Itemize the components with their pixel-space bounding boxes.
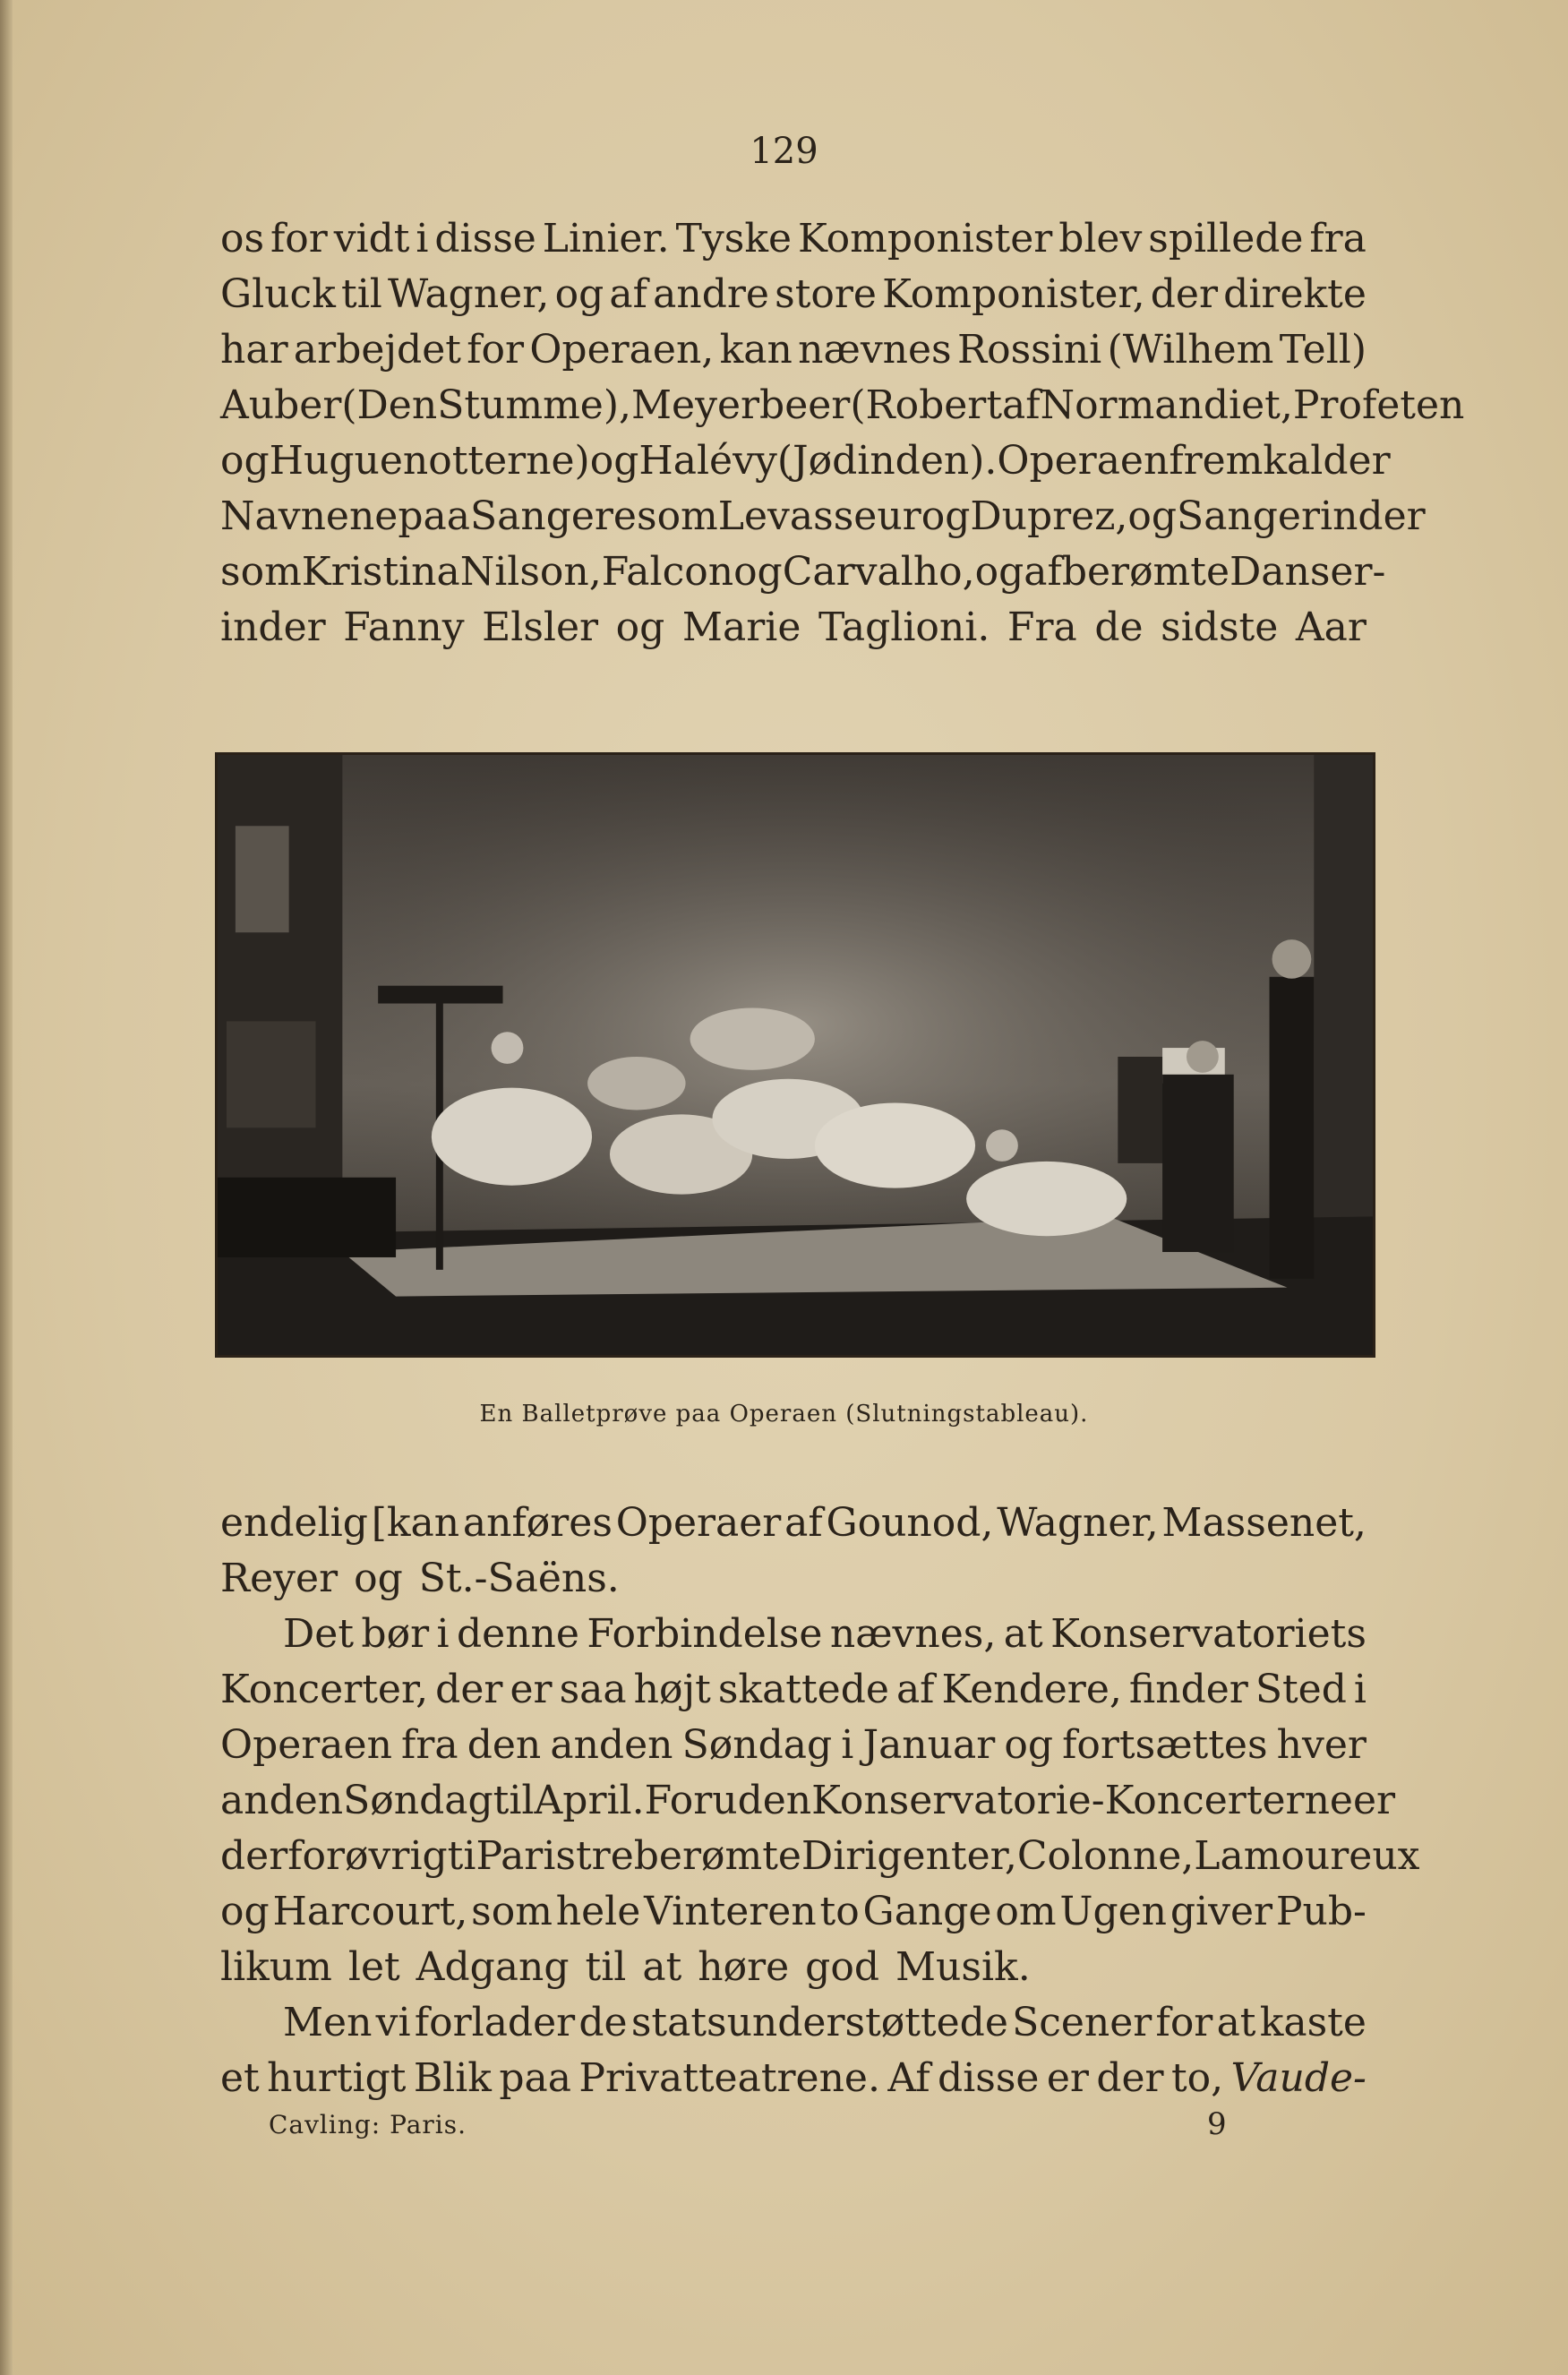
word: hurtigt <box>267 2055 407 2101</box>
word: Carvalho, <box>782 549 975 595</box>
word: fortsættes <box>1062 1722 1268 1768</box>
word: skattede <box>717 1667 889 1712</box>
word: Fanny <box>343 604 465 650</box>
word: Harcourt, <box>272 1889 468 1934</box>
text-line <box>220 1829 1420 1884</box>
word: har <box>220 327 288 373</box>
word: som <box>471 1889 553 1934</box>
word: Profeten <box>1292 382 1465 428</box>
word: endelig <box>220 1500 368 1546</box>
word: kan <box>719 327 793 373</box>
text-line <box>220 489 1426 544</box>
word: Gluck <box>220 271 336 317</box>
word: Søndag <box>343 1778 493 1823</box>
word: disse <box>938 2055 1040 2101</box>
word: Sangere <box>469 493 637 539</box>
word: os <box>220 216 265 262</box>
word: fremkalder <box>1169 438 1391 484</box>
word: Pub- <box>1275 1889 1367 1934</box>
word: Danser- <box>1230 549 1386 595</box>
text-line <box>220 211 1367 267</box>
word: Elsler <box>482 604 599 650</box>
word: Levasseur <box>717 493 921 539</box>
word: de <box>1094 604 1144 650</box>
ballet-rehearsal-image <box>218 755 1373 1355</box>
word: i <box>841 1722 854 1768</box>
word: Aar <box>1295 604 1367 650</box>
word: og <box>554 271 604 317</box>
word: der <box>435 1667 503 1712</box>
word: der <box>1096 2055 1164 2101</box>
word: for <box>1155 2000 1213 2045</box>
word: at <box>1003 1611 1043 1657</box>
word: April. <box>534 1778 645 1823</box>
text-line <box>220 1884 1367 1940</box>
word: anden <box>550 1722 673 1768</box>
word: og <box>220 438 270 484</box>
word: Fra <box>1007 604 1077 650</box>
word: Gounod, <box>826 1500 994 1546</box>
word: høre <box>698 1944 790 1990</box>
word: Huguenotterne) <box>269 438 590 484</box>
word: (Jødinden). <box>776 438 998 484</box>
text-line <box>220 433 1391 489</box>
word: og <box>354 1556 403 1601</box>
text-line <box>220 1496 1367 1551</box>
text-line <box>220 600 1367 656</box>
word: Men <box>283 2000 373 2045</box>
word: store <box>775 271 877 317</box>
word: anden <box>220 1778 344 1823</box>
word: til <box>493 1778 535 1823</box>
word: Tell) <box>1279 327 1367 373</box>
word: Konservatorie-Koncerterne <box>811 1778 1353 1823</box>
word: direkte <box>1223 271 1367 317</box>
word: Operaen <box>997 438 1170 484</box>
word: Duprez, <box>970 493 1128 539</box>
word: Vaude- <box>1230 2055 1367 2101</box>
text-line <box>220 1662 1367 1718</box>
text-line <box>220 1607 1367 1662</box>
word: er <box>510 1667 553 1712</box>
word: saa <box>559 1667 627 1712</box>
word: Marie <box>681 604 801 650</box>
text-block-top <box>220 211 1465 656</box>
word: Operaen, <box>529 327 715 373</box>
word: Gange <box>862 1889 992 1934</box>
word: Wagner, <box>388 271 550 317</box>
word: inder <box>220 604 326 650</box>
word: berømte <box>1061 549 1230 595</box>
word: som <box>636 493 718 539</box>
text-line <box>220 322 1367 378</box>
word: er <box>1352 1778 1396 1823</box>
word: om <box>995 1889 1057 1934</box>
text-line <box>220 1940 1367 1995</box>
word: bør <box>361 1611 430 1657</box>
word: Konservatoriets <box>1050 1611 1367 1657</box>
word: fra <box>1309 216 1367 262</box>
word: højt <box>633 1667 711 1712</box>
word: arbejdet <box>293 327 461 373</box>
word: Af <box>887 2055 930 2101</box>
word: Adgang <box>416 1944 570 1990</box>
figure-caption: En Balletprøve paa Operaen (Slutningstableau). <box>479 1401 1089 1428</box>
word: Sted <box>1255 1667 1347 1712</box>
word: af <box>1002 382 1041 428</box>
word: Meyerbeer <box>631 382 851 428</box>
word: disse <box>434 216 536 262</box>
footer-signature: Cavling: Paris. <box>269 2110 467 2139</box>
word: som <box>220 549 302 595</box>
word: og <box>1127 493 1178 539</box>
word: nævnes <box>798 327 952 373</box>
word: er <box>1046 2055 1089 2101</box>
word: til <box>585 1944 627 1990</box>
word: af <box>895 1667 935 1712</box>
word: Januar <box>862 1722 996 1768</box>
page-edge-shadow <box>0 0 13 2375</box>
word: forlader <box>414 2000 576 2045</box>
word: Massenet, <box>1161 1500 1367 1546</box>
word: Privatteatrene. <box>578 2055 880 2101</box>
text-line <box>220 2051 1367 2106</box>
word: Blik <box>413 2055 492 2101</box>
word: af <box>1024 549 1062 595</box>
word: berømte <box>633 1833 801 1879</box>
word: de <box>578 2000 628 2045</box>
word: Colonne, <box>1016 1833 1195 1879</box>
word: Forbindelse <box>587 1611 823 1657</box>
word: den <box>467 1722 542 1768</box>
word: spillede <box>1148 216 1304 262</box>
word: og <box>921 493 971 539</box>
word: og <box>733 549 783 595</box>
word: Operaer <box>615 1500 782 1546</box>
word: Tyske <box>675 216 793 262</box>
word: Auber <box>220 382 342 428</box>
word: vi <box>375 2000 411 2045</box>
word: Normandiet, <box>1040 382 1293 428</box>
word: Det <box>283 1611 354 1657</box>
word: at <box>642 1944 682 1990</box>
word: Linier. <box>542 216 670 262</box>
text-block-bottom <box>220 1496 1420 2106</box>
word: Scener <box>1012 2000 1152 2045</box>
word: (Wilhem <box>1107 327 1274 373</box>
footer-sheet-number: 9 <box>1207 2106 1227 2142</box>
word: forøvrigt <box>287 1833 464 1879</box>
page-number: 129 <box>750 131 818 172</box>
word: Kendere, <box>941 1667 1122 1712</box>
word: Wagner, <box>997 1500 1159 1546</box>
word: Komponister <box>797 216 1053 262</box>
word: nævnes, <box>829 1611 997 1657</box>
ballet-illustration <box>215 752 1375 1358</box>
text-line <box>220 1773 1396 1829</box>
word: let <box>347 1944 400 1990</box>
word: to <box>819 1889 860 1934</box>
word: hele <box>555 1889 641 1934</box>
word: god <box>805 1944 879 1990</box>
text-line <box>220 378 1465 433</box>
word: og <box>1004 1722 1054 1768</box>
word: Foruden <box>644 1778 812 1823</box>
word: Paris <box>476 1833 576 1879</box>
word: at <box>1216 2000 1256 2045</box>
word: til <box>341 271 382 317</box>
word: (Robert <box>850 382 1003 428</box>
word: Taglioni. <box>818 604 990 650</box>
word: (Den <box>341 382 438 428</box>
word: Ugen <box>1059 1889 1168 1934</box>
word: vidt <box>333 216 410 262</box>
word: i <box>463 1833 476 1879</box>
word: i <box>1353 1667 1367 1712</box>
word: statsunderstøttede <box>630 2000 1008 2045</box>
word: Søndag <box>681 1722 833 1768</box>
word: Sangerinder <box>1177 493 1426 539</box>
text-line <box>220 1718 1367 1773</box>
word: Halévy <box>638 438 777 484</box>
word: Lamoureux <box>1194 1833 1420 1879</box>
word: i <box>416 216 429 262</box>
word: [kan <box>371 1500 460 1546</box>
word: fra <box>401 1722 458 1768</box>
word: Reyer <box>220 1556 338 1601</box>
word: finder <box>1128 1667 1248 1712</box>
word: blev <box>1058 216 1143 262</box>
word: andre <box>653 271 769 317</box>
word: Dirigenter, <box>801 1833 1017 1879</box>
word: der <box>220 1833 288 1879</box>
word: St.-Saëns. <box>418 1556 620 1601</box>
word: denne <box>457 1611 579 1657</box>
word: og <box>615 604 665 650</box>
text-line <box>220 1551 1367 1607</box>
word: paa <box>398 493 470 539</box>
word: Musik. <box>895 1944 1031 1990</box>
word: for <box>270 216 328 262</box>
word: for <box>467 327 525 373</box>
word: af <box>784 1500 823 1546</box>
word: i <box>436 1611 450 1657</box>
word: likum <box>220 1944 332 1990</box>
word: Komponister, <box>882 271 1145 317</box>
text-line <box>220 267 1367 322</box>
word: der <box>1150 271 1218 317</box>
word: og <box>220 1889 270 1934</box>
word: Rossini <box>956 327 1102 373</box>
word: giver <box>1170 1889 1273 1934</box>
word: anføres <box>462 1500 613 1546</box>
word: Vinteren <box>644 1889 817 1934</box>
word: Koncerter, <box>220 1667 429 1712</box>
word: Falcon <box>601 549 734 595</box>
word: sidste <box>1161 604 1279 650</box>
word: hver <box>1276 1722 1367 1768</box>
word: Stumme), <box>437 382 631 428</box>
word: to, <box>1170 2055 1224 2101</box>
word: Nilson, <box>459 549 602 595</box>
word: paa <box>499 2055 571 2101</box>
word: Navnene <box>220 493 398 539</box>
word: Operaen <box>220 1722 392 1768</box>
word: et <box>220 2055 260 2101</box>
word: Kristina <box>301 549 460 595</box>
word: tre <box>575 1833 634 1879</box>
text-line <box>220 1995 1367 2051</box>
word: og <box>589 438 639 484</box>
word: af <box>609 271 647 317</box>
word: kaste <box>1259 2000 1367 2045</box>
text-line <box>220 544 1386 600</box>
word: og <box>974 549 1024 595</box>
